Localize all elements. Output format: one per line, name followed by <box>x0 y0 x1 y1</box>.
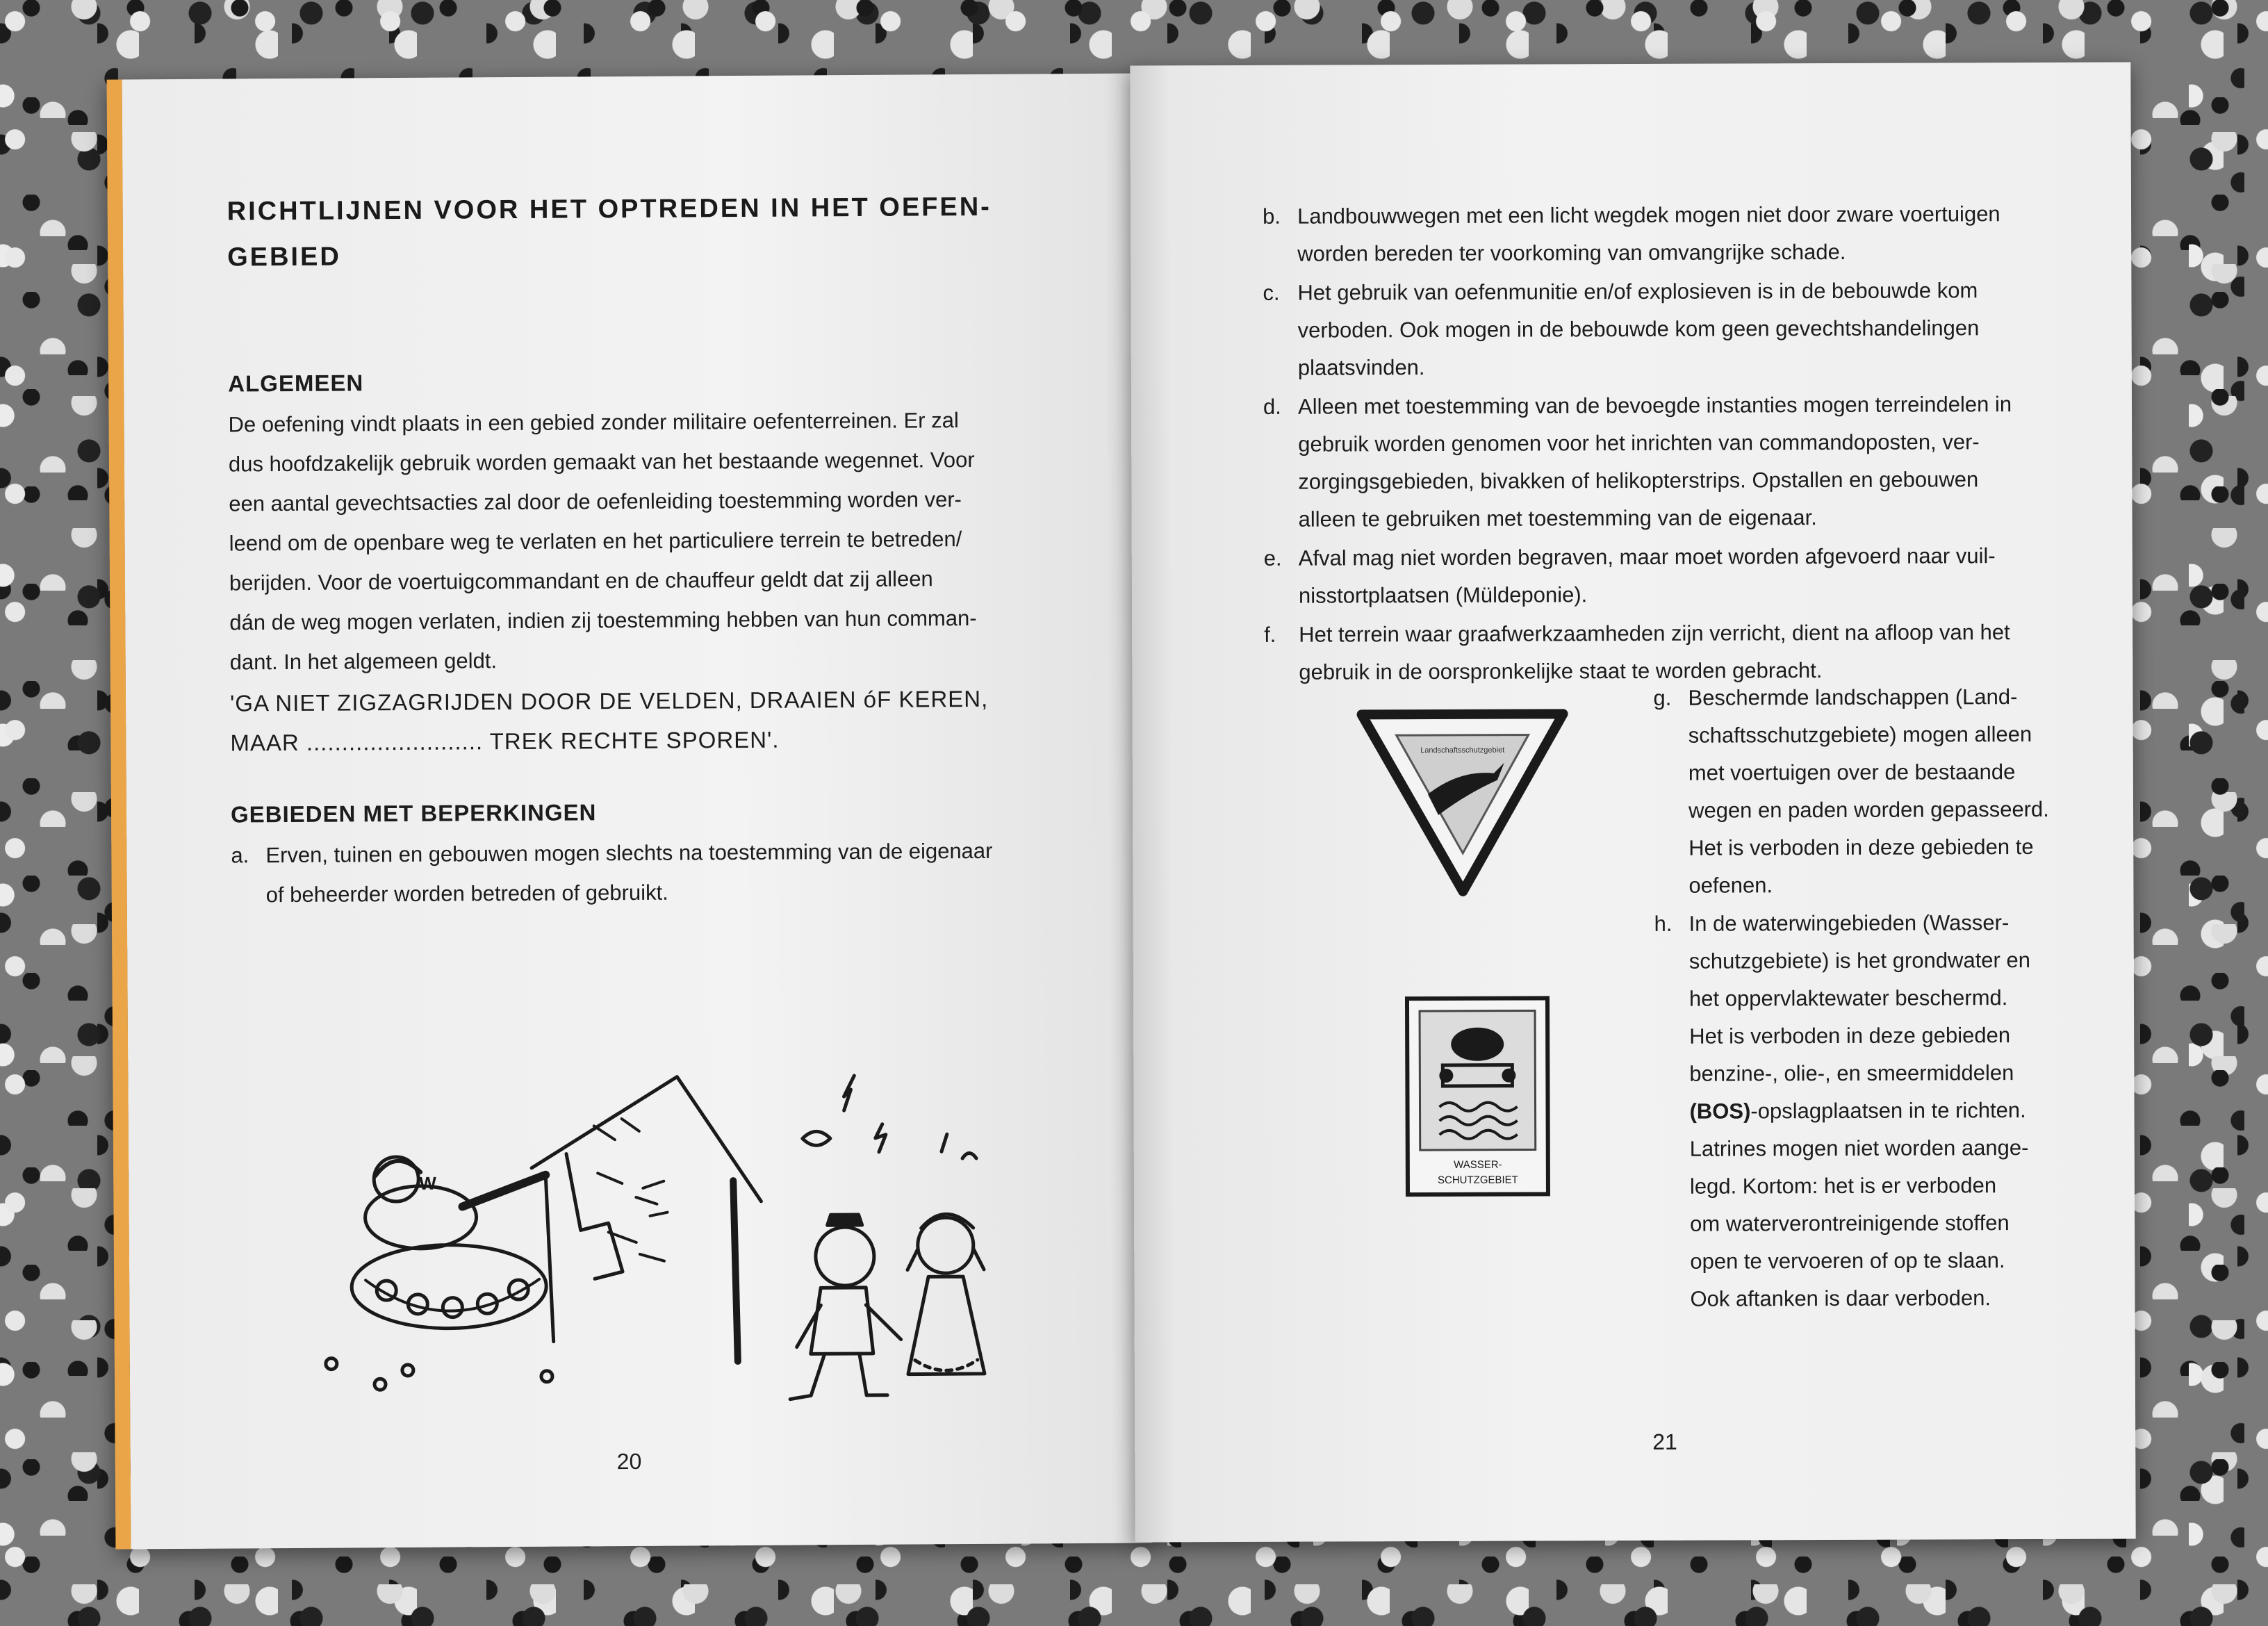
water-protection-sign <box>1404 995 1551 1197</box>
farmer-head <box>816 1227 875 1286</box>
list-item-line: gebruik in de oorspronkelijke staat te worden gebracht. <box>1299 658 1823 684</box>
paragraph-line: dus hoofdzakelijk gebruik worden gemaakt van het bestaande wegennet. Voor <box>228 447 975 477</box>
paragraph-line: dán de weg mogen verlaten, indien zij toestemming hebben van hun comman- <box>229 605 977 635</box>
section-heading-algemeen: ALGEMEEN <box>228 370 364 397</box>
paragraph-line: een aantal gevechtsacties zal door de oefenleiding toestemming worden ver- <box>229 487 962 516</box>
page-title-line-2: GEBIED <box>227 242 341 272</box>
list-item-line: Alleen met toestemming van de bevoegde instanties mogen terreindelen in <box>1297 392 2012 419</box>
paragraph-line: leend om de openbare weg te verlaten en het particuliere terrein te betreden/ <box>229 527 962 556</box>
cartoon-tank-label: W <box>419 1172 436 1194</box>
item-h-line: om waterverontreinigende stoffen <box>1690 1210 2010 1236</box>
page-number: 20 <box>616 1448 642 1475</box>
section-heading-beperkingen: GEBIEDEN MET BEPERKINGEN <box>230 799 597 828</box>
item-g-line: oefenen. <box>1688 873 1773 898</box>
item-h-line: Ook aftanken is daar verboden. <box>1690 1286 1991 1311</box>
bos-line-rest: -opslagplaatsen in te richten. <box>1750 1098 2026 1124</box>
house-roof <box>531 1076 761 1203</box>
quote-line-1: 'GA NIET ZIGZAGRIJDEN DOOR DE VELDEN, DRAAIEN óF KEREN, <box>229 685 989 716</box>
list-item-label: b. <box>1262 204 1281 229</box>
list-item-line: nisstortplaatsen (Müldeponie). <box>1298 582 1588 608</box>
farmer-body <box>810 1288 873 1354</box>
item-g-label: g. <box>1653 685 1672 710</box>
item-g-line: Het is verboden in deze gebieden te <box>1688 834 2034 860</box>
item-h-line: schutzgebiete) is het grondwater en <box>1688 948 2030 974</box>
quote-line-2: MAAR ......................... TREK RECHTE SPOREN'. <box>230 726 780 756</box>
house-post <box>733 1181 738 1361</box>
item-g-line: met voertuigen over de bestaande <box>1688 759 2016 785</box>
item-h-line: legd. Kortom: het is er verboden <box>1689 1173 1997 1199</box>
list-item-line: zorgingsgebieden, bivakken of helikopterstrips. Opstallen en gebouwen <box>1298 467 1979 494</box>
list-item-line: Landbouwwegen met een licht wegdek mogen niet door zware voertuigen <box>1297 202 2000 229</box>
tank-gun <box>462 1175 545 1207</box>
landscape-protection-sign <box>1355 703 1571 898</box>
sign2-line2: SCHUTZGEBIET <box>1437 1174 1518 1186</box>
list-item-line: alleen te gebruiken met toestemming van de eigenaar. <box>1298 505 1817 532</box>
oil-drum-icon <box>1451 1028 1504 1061</box>
list-item-label: f. <box>1264 622 1276 647</box>
wife-dress <box>907 1276 985 1374</box>
item-a-label: a. <box>231 843 249 868</box>
page-number: 21 <box>1652 1429 1677 1454</box>
item-h-line: Het is verboden in deze gebieden <box>1689 1023 2011 1049</box>
item-g-line: schaftsschutzgebiete) mogen alleen <box>1688 721 2032 748</box>
item-h-line: het oppervlaktewater beschermd. <box>1688 985 2008 1011</box>
list-item-line: Afval mag niet worden begraven, maar moet worden afgevoerd naar vuil- <box>1298 543 1996 570</box>
list-item-line: verboden. Ook mogen in de bebouwde kom geen gevechtshandelingen <box>1297 315 1980 343</box>
paragraph-line: berijden. Voor de voertuigcommandant en de chauffeur geldt dat zij alleen <box>229 566 933 596</box>
list-item-label: c. <box>1263 280 1280 305</box>
item-h-label: h. <box>1654 911 1673 936</box>
sign2-line1: WASSER- <box>1454 1158 1502 1171</box>
list-item-line: gebruik worden genomen voor het inrichten van commandoposten, ver- <box>1298 429 1980 457</box>
item-h-bos-line <box>1689 1098 2025 1124</box>
cartoon-illustration <box>315 1047 1012 1413</box>
list-item-line: worden bereden ter voorkoming van omvangrijke schade. <box>1297 239 1846 266</box>
left-page <box>107 73 1153 1549</box>
item-a-line: Erven, tuinen en gebouwen mogen slechts na toestemming van de eigenaar <box>265 838 993 868</box>
wife-head <box>918 1217 973 1273</box>
list-item-label: d. <box>1263 394 1281 419</box>
item-h-line: open te vervoeren of op te slaan. <box>1690 1248 2005 1274</box>
list-item-line: Het gebruik van oefenmunitie en/of explosieven is in de bebouwde kom <box>1297 278 1978 305</box>
bos-abbreviation: (BOS) <box>1689 1099 1751 1124</box>
page-title-line-1: RICHTLIJNEN VOOR HET OPTREDEN IN HET OEFEN- <box>227 192 992 227</box>
item-a-line: of beheerder worden betreden of gebruikt. <box>265 880 668 908</box>
list-item-label: e. <box>1263 545 1282 570</box>
paragraph-line: De oefening vindt plaats in een gebied zonder militaire oefenterreinen. Er zal <box>228 408 959 437</box>
item-h-line: In de waterwingebieden (Wasser- <box>1688 910 2010 936</box>
right-page <box>1130 62 2135 1542</box>
list-item-line: Het terrein waar graafwerkzaamheden zijn verricht, dient na afloop van het <box>1299 620 2010 647</box>
item-g-line: Beschermde landschappen (Land- <box>1688 684 2018 710</box>
item-h-line: benzine-, olie-, en smeermiddelen <box>1689 1060 2014 1086</box>
item-g-line: wegen en paden worden gepasseerd. <box>1688 796 2049 823</box>
paragraph-line: dant. In het algemeen geldt. <box>229 648 498 675</box>
list-item-line: plaatsvinden. <box>1297 355 1425 380</box>
sign1-caption: Landschaftsschutzgebiet <box>1420 746 1505 755</box>
item-h-line: Latrines mogen niet worden aange- <box>1689 1135 2029 1161</box>
